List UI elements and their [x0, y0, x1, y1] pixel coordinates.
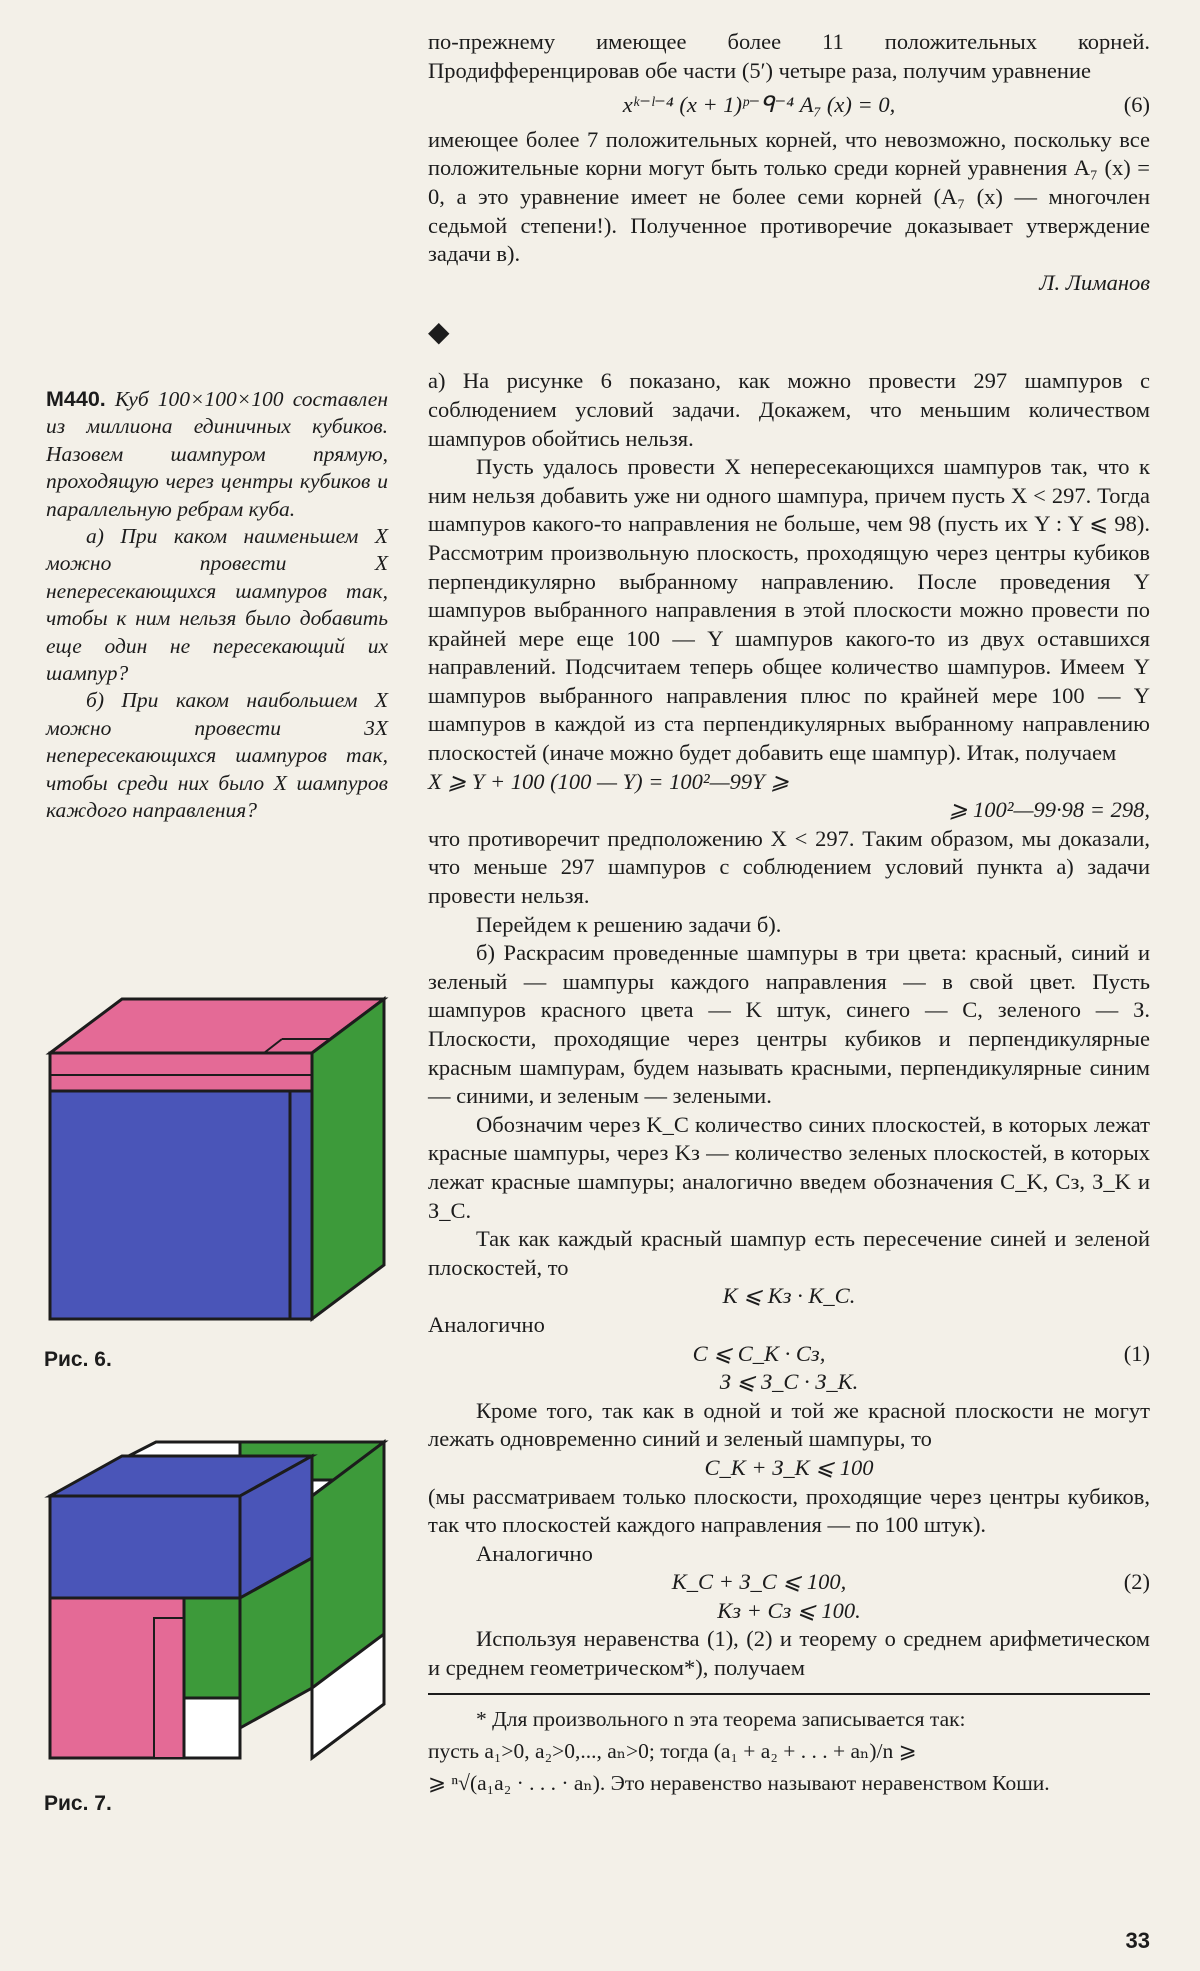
solution-a-body: Пусть удалось провести X непересекающихся шампуров так, что к ним нельзя добавить уже ни одного шампура, причем пусть X < 297. Тогда шампуров какого-то направления не больше, чем 98 (пусть их Y : Y ⩽ 98). Рассмотрим произвольную плоскость, проходящую через центры кубиков перпендикулярно выбранному направлению. После проведения Y шампуров выбранного направления в этой плоскости можно провести по крайней мере еще 100 — Y шампуров какого-то из двух оставшихся направлений. Подсчитаем теперь общее количество шампуров. Имеем Y шампуров выбранного направления плюс по крайней мере 100 — Y шампуров в каждой из ста перпендикулярных выбранному направлению плоскостей (иначе можно будет добавить еще шампур). Итак, получаем [428, 454, 1150, 766]
solution-b-final: Используя неравенства (1), (2) и теорему о среднем арифметическом и среднем геометрическом*), получаем [428, 1626, 1150, 1681]
formula-c: C ⩽ C_K · Cз, [692, 1340, 826, 1366]
text-paragraph: по-прежнему имеющее более 11 положительных корней. Продифференцировав обе части (5′) четыре раза, получим уравнение [428, 29, 1150, 83]
formula-kz: Kз + Cз ⩽ 100. [717, 1597, 861, 1623]
problem-part-b: б) При каком наибольшем X можно провести 3X непересекающихся шампуров так, чтобы среди них было X шампуров каждого направления? [46, 688, 388, 823]
solution-b-notation: Обозначим через K_C количество синих плоскостей, в которых лежат красные шампуры, через Kз — количество зеленых плоскостей, в которых лежат красные шампуры; аналогично введем обозначения C_K, Cз, З_K и З_C. [428, 1111, 1150, 1223]
cube-front-column [290, 1091, 312, 1319]
footnote-line: ⩾ ⁿ√(a₁a₂ · . . . · aₙ). Это неравенство называют неравенством Коши. [428, 1770, 1050, 1795]
cube-front-pink-strip [50, 1053, 312, 1091]
formula-group-1 [428, 1340, 1150, 1369]
author-signature: Л. Лиманов [1039, 269, 1150, 295]
figure-7-cube [44, 1438, 400, 1788]
equation-number: (2) [1123, 1569, 1150, 1595]
figure-6-cube [44, 995, 400, 1347]
analog-label: Аналогично [428, 1311, 545, 1337]
transition-text: Перейдем к решению задачи б). [476, 911, 782, 937]
footnote-divider [428, 1693, 1150, 1695]
main-column [428, 28, 1150, 1799]
cube-right-face [312, 999, 384, 1319]
solution-a-intro: а) На рисунке 6 показано, как можно провести 297 шампуров с соблюдением условий задачи. Докажем, что меньшим количеством шампуров обойтись нельзя. [428, 368, 1150, 451]
formula-kc: K_C + З_C ⩽ 100, [671, 1569, 847, 1595]
equation-number: (6) [1123, 92, 1150, 118]
solution-a-conclusion: что противоречит предположению X < 297. Таким образом, мы доказали, что меньше 297 шампуров с соблюдением условий пункта а) задачи провести нельзя. [428, 825, 1150, 909]
white-corner [184, 1698, 240, 1758]
green-block-front [184, 1598, 240, 1698]
solution-b-coloring: б) Раскрасим проведенные шампуры в три цвета: красный, синий и зеленый — шампуры каждого направления — в свой цвет. Пусть шампуров красного цвета — K штук, синего — C, зеленого — З. Плоскости, проходящие через центры кубиков и перпендикулярные красным шампурам, будем называть красными, перпендикулярные синим — синими, и зеленым — зелеными. [428, 940, 1150, 1109]
analog-label: Аналогично [476, 1540, 593, 1566]
figure-6-caption: Рис. 6. [44, 1348, 112, 1371]
equation-number: (1) [1123, 1340, 1150, 1366]
inequality-line-2: ⩾ 100²—99·98 = 298, [948, 797, 1150, 823]
cube-front-blue-face [50, 1091, 290, 1319]
page-number: 33 [1125, 1928, 1150, 1953]
formula-group-2 [428, 1568, 1150, 1597]
formula-k: K ⩽ Kз · K_C. [722, 1283, 856, 1309]
equation-text: xᵏ⁻ˡ⁻⁴ (x + 1)ᵖ⁻ᑫ⁻⁴ A₇ (x) = 0, [622, 92, 896, 118]
solution-b-note: (мы рассматриваем только плоскости, проходящие через центры кубиков, так что плоскостей каждого направления — по 100 штук). [428, 1483, 1150, 1538]
inequality-line-1: X ⩾ Y + 100 (100 — Y) = 100²—99Y ⩾ [428, 768, 790, 794]
figure-7-caption: Рис. 7. [44, 1792, 112, 1815]
formula-ck: C_K + З_K ⩽ 100 [704, 1454, 874, 1480]
problem-statement: Куб 100×100×100 составлен из миллиона единичных кубиков. Назовем шампуром прямую, проходящую через центры кубиков и параллельную ребрам куба. [46, 387, 388, 521]
footnote-line: * Для произвольного n эта теорема записывается так: [476, 1706, 966, 1731]
problem-number: М440. [46, 387, 106, 411]
problem-column [46, 386, 388, 825]
problem-part-a: а) При каком наименьшем X можно провести X непересекающихся шампуров так, чтобы к ним нельзя было добавить еще один не пересекающий их шампур? [46, 524, 388, 686]
equation-6 [428, 91, 1150, 120]
blue-slab-front [50, 1496, 240, 1598]
solution-b-intersection: Так как каждый красный шампур есть пересечение синей и зеленой плоскостей, то [428, 1226, 1150, 1280]
pink-block-side [154, 1618, 184, 1758]
section-diamond-icon: ◆ [428, 317, 450, 349]
formula-z: З ⩽ З_C · З_K. [719, 1369, 859, 1395]
solution-b-planes: Кроме того, так как в одной и той же красной плоскости не могут лежать одновременно синий и зеленый шампуры, то [428, 1397, 1150, 1452]
text-paragraph: имеющее более 7 положительных корней, что невозможно, поскольку все положительные корни могут быть только среди корней уравнения A₇ (x) = 0, а это уравнение имеет не более семи корней (A₇ (x) — многочлен седьмой степени!). Полученное противоречие доказывает утверждение задачи в). [428, 126, 1150, 267]
footnote-line: пусть a₁>0, a₂>0,..., aₙ>0; тогда (a₁ + a₂ + . . . + aₙ)/n ⩾ [428, 1738, 917, 1763]
